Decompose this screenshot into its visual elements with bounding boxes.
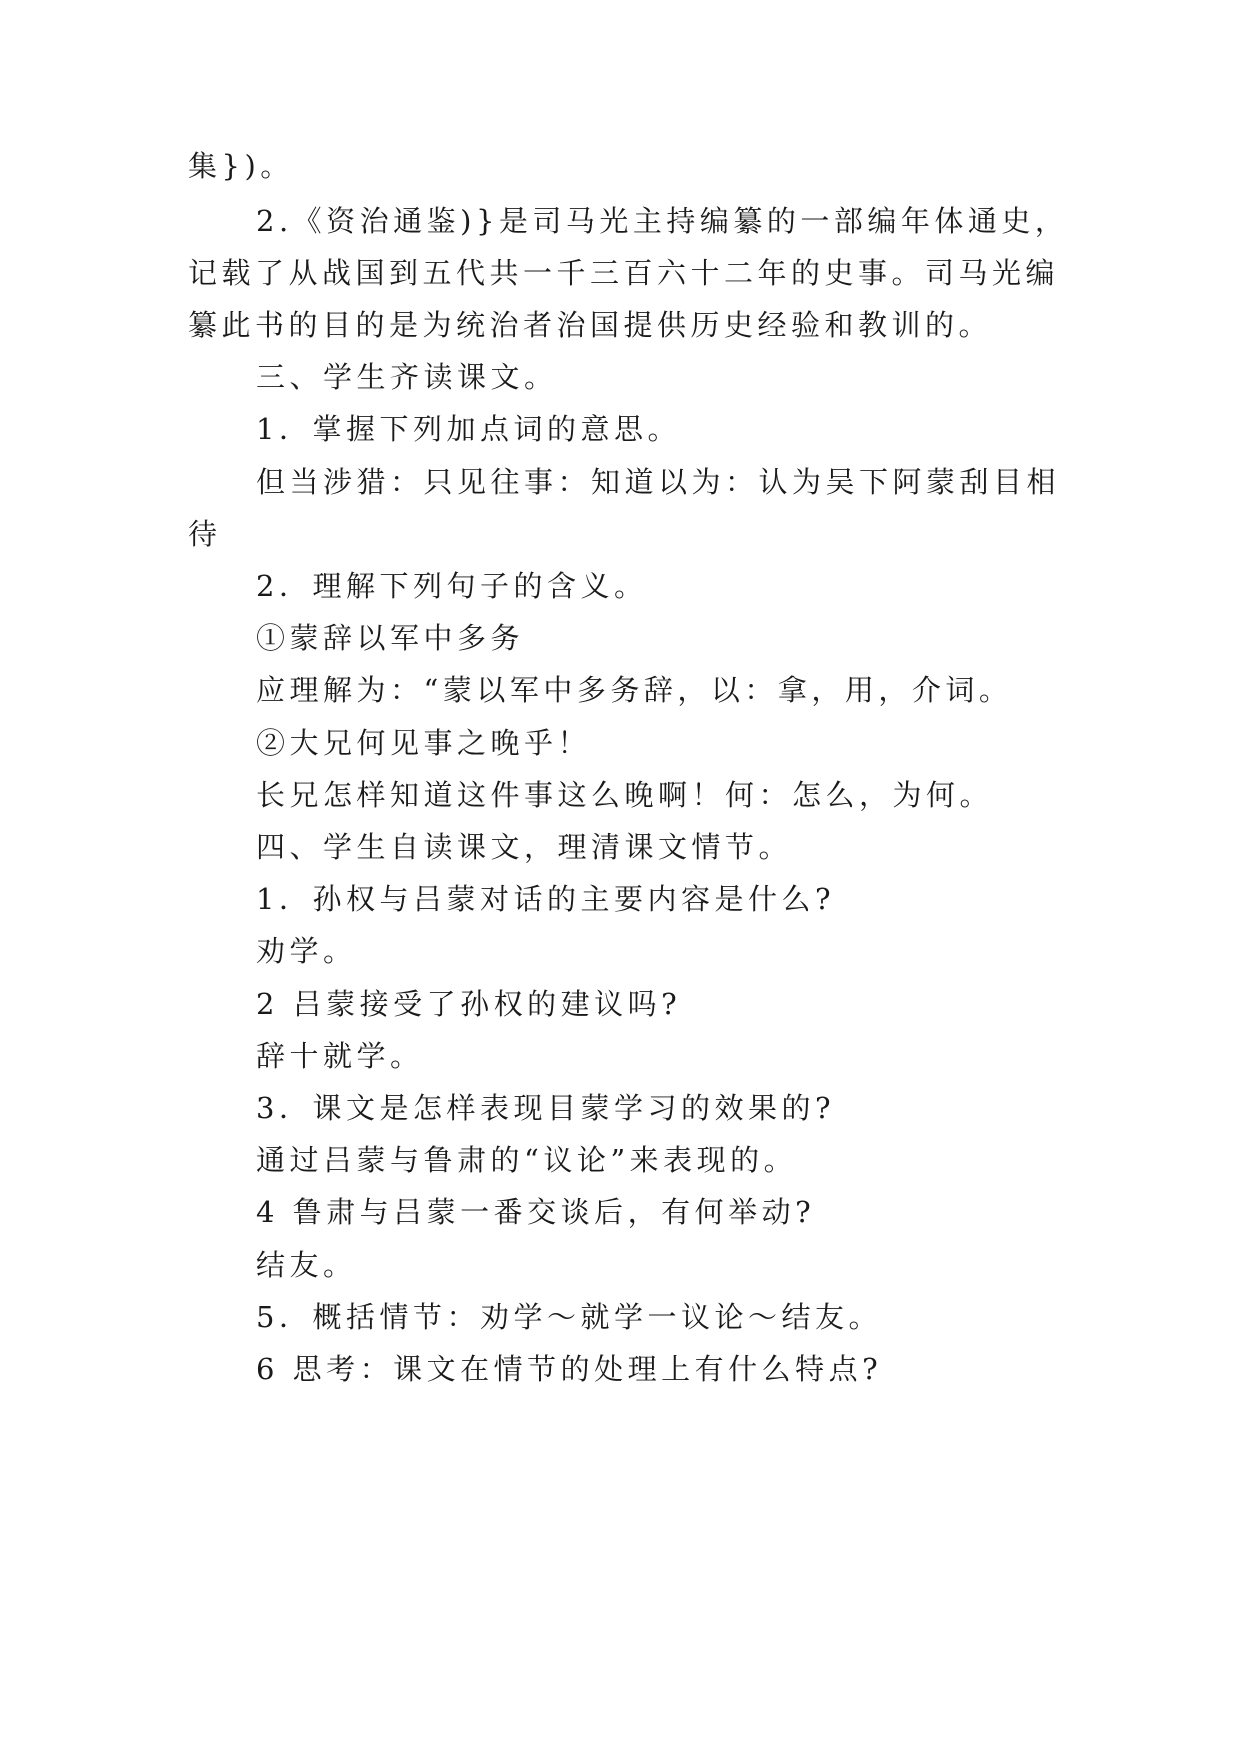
text-line: 四、学生自读课文，理清课文情节。 [256, 830, 793, 864]
text-line: 记载了从战国到五代共一千三百六十二年的史事。司马光编 [188, 256, 1060, 290]
text-line: 纂此书的目的是为统治者治国提供历史经验和教训的。 [188, 308, 993, 342]
text-line: 应理解为：“蒙以军中多务辞，以：拿，用，介词。 [256, 673, 1013, 707]
text-line: 2．理解下列句子的含义。 [256, 569, 648, 603]
text-line: ②大兄何见事之晚乎！ [256, 726, 592, 760]
text-line: 2 吕蒙接受了孙权的建议吗? [256, 987, 682, 1021]
text-line: 长兄怎样知道这件事这么晚啊！何：怎么，为何。 [256, 778, 994, 812]
text-line: 结友。 [256, 1248, 357, 1282]
text-line: 2.《资治通鉴)}是司马光主持编纂的一部编年体通史， [256, 204, 1068, 238]
text-line: 劝学。 [256, 934, 357, 968]
text-line: 但当涉猎：只见往事：知道以为：认为吴下阿蒙刮目相 [256, 465, 1061, 499]
text-line: 1．孙权与吕蒙对话的主要内容是什么? [256, 882, 835, 916]
text-line: 辞十就学。 [256, 1039, 424, 1073]
text-line: 6 思考：课文在情节的处理上有什么特点? [256, 1352, 883, 1386]
text-line: 待 [188, 517, 222, 551]
text-line: 5．概括情节：劝学～就学一议论～结友。 [256, 1300, 882, 1334]
text-line: 通过吕蒙与鲁肃的“议论”来表现的。 [256, 1143, 798, 1177]
text-line: 三、学生齐读课文。 [256, 360, 558, 394]
text-line: 集})。 [188, 149, 294, 183]
text-line: ①蒙辞以军中多务 [256, 621, 525, 655]
text-line: 1．掌握下列加点词的意思。 [256, 412, 681, 446]
text-line: 4 鲁肃与吕蒙一番交谈后，有何举动? [256, 1195, 816, 1229]
text-line: 3．课文是怎样表现目蒙学习的效果的? [256, 1091, 835, 1125]
